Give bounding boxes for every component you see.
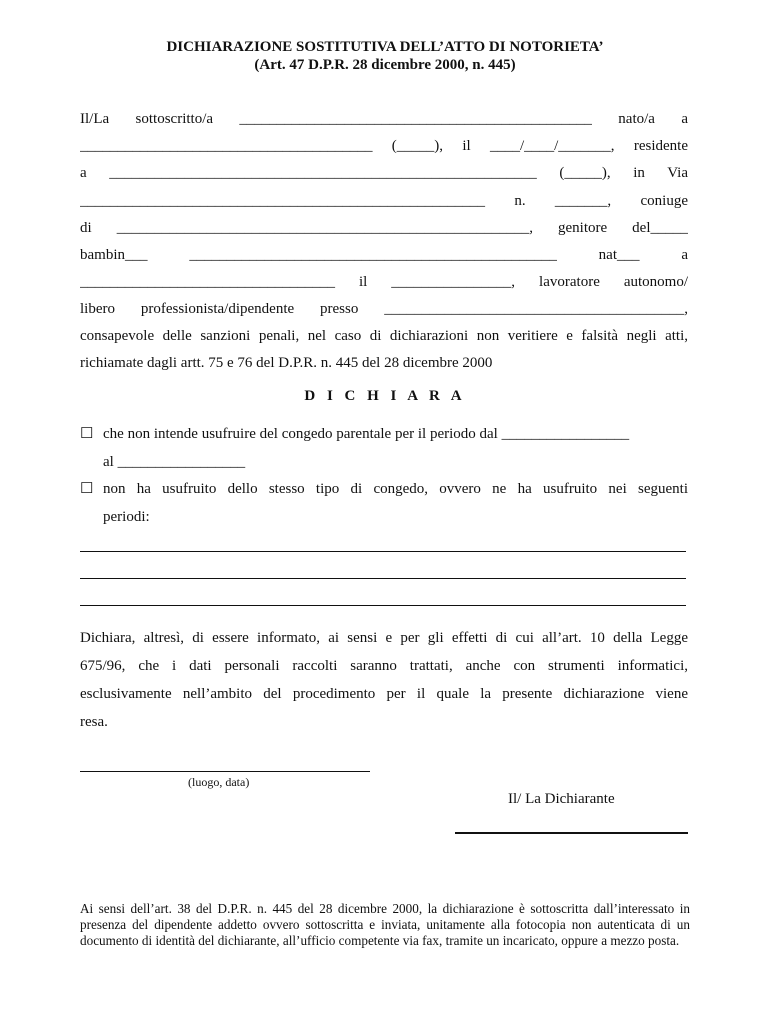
form-line-3: a _________________________________________________________ (_____), in Via [80,165,688,181]
footer-note: Ai sensi dell’art. 38 del D.P.R. n. 445 del 28 dicembre 2000, la dichiarazione è sottoscritta dall’interessato in presenza del dipendente addetto ovvero sottoscritta e inviata, unitamente alla fotocopia non autenticata di un documento di identità del dichiarante, all’ufficio competente via fax, tramite un incaricato, oppure a mezzo posta. [80,901,690,948]
option-1-line-1: che non intende usufruire del congedo parentale per il periodo dal _________________ [103,426,630,442]
privacy-line-4: resa. [80,714,108,730]
form-line-6: bambin___ _________________________________________________ nat___ a [80,247,688,263]
checkbox-option-2[interactable]: ☐ [80,481,94,497]
form-line-7: __________________________________ il ________________, lavoratore autonomo/ [80,274,688,290]
place-date-label: (luogo, data) [188,775,250,789]
form-line-8: libero professionista/dipendente presso ________________________________________, [80,301,688,317]
option-2-line-2: periodi: [103,509,150,525]
privacy-line-1: Dichiara, altresì, di essere informato, ai sensi e per gli effetti di cui all’art. 10 della Legge [80,630,688,646]
privacy-line-2: 675/96, che i dati personali raccolti saranno trattati, anche con strumenti informatici, [80,658,688,674]
document-title: DICHIARAZIONE SOSTITUTIVA DELL’ATTO DI NOTORIETA’ [166,39,604,55]
checkbox-option-1[interactable]: ☐ [80,426,94,442]
periods-blank-line-2[interactable] [80,578,686,579]
privacy-line-3: esclusivamente nell’ambito del procedimento per il quale la presente dichiarazione viene [80,686,688,702]
form-line-2: _______________________________________ (_____), il ____/____/_______, residente [80,138,688,154]
signature-label: Il/ La Dichiarante [508,791,615,807]
form-line-4: ______________________________________________________ n. _______, coniuge [80,193,688,209]
signature-blank-line[interactable] [455,832,688,834]
document-subtitle: (Art. 47 D.P.R. 28 dicembre 2000, n. 445) [254,57,516,73]
place-date-blank-line[interactable] [80,771,370,772]
form-line-5: di _______________________________________________________, genitore del_____ [80,220,688,236]
periods-blank-line-1[interactable] [80,551,686,552]
form-line-10: richiamate dagli artt. 75 e 76 del D.P.R. n. 445 del 28 dicembre 2000 [80,355,493,371]
periods-blank-line-3[interactable] [80,605,686,606]
option-2-line-1: non ha usufruito dello stesso tipo di congedo, ovvero ne ha usufruito nei seguenti [103,481,688,497]
form-line-9: consapevole delle sanzioni penali, nel caso di dichiarazioni non veritiere e falsità negli atti, [80,328,688,344]
dichiara-heading: D I C H I A R A [304,388,466,404]
form-line-1: Il/La sottoscritto/a _______________________________________________ nato/a a [80,111,688,127]
option-1-line-2: al _________________ [103,454,246,470]
